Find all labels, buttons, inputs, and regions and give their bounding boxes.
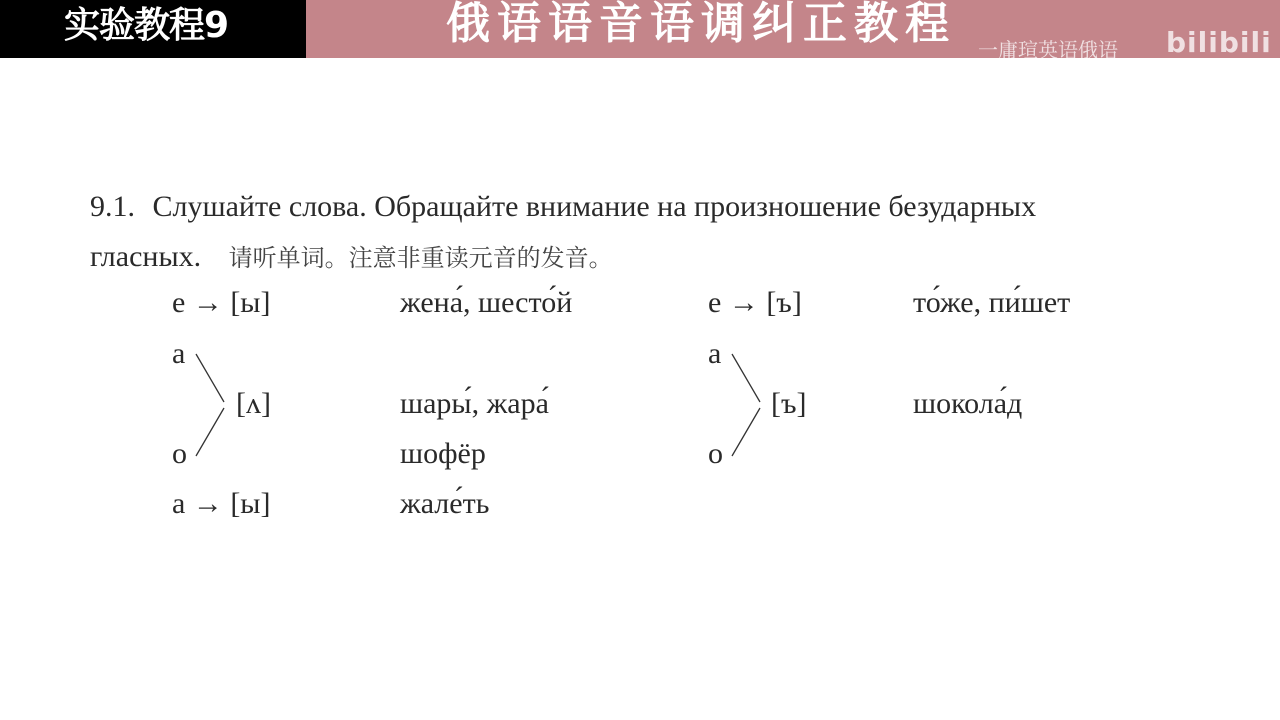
left-rule2-label: а → [ы] xyxy=(172,487,271,520)
left-rule1-label: е → [ы] xyxy=(172,286,271,319)
left-group-words-2: шофёр xyxy=(400,437,486,470)
left-rule1-words: жена́, шесто́й xyxy=(400,286,573,319)
right-rule1-label: е → [ъ] xyxy=(708,286,802,319)
instruction-line-1 xyxy=(90,182,1185,232)
right-group-sound: [ъ] xyxy=(771,387,807,420)
right-rule1-words: то́же, пи́шет xyxy=(913,286,1071,319)
course-title: 俄语语音语调纠正教程 xyxy=(446,0,956,49)
left-bottom-vowel: о xyxy=(172,437,187,470)
lesson-tag: 实验教程9 xyxy=(0,0,306,58)
bilibili-logo: bilibili xyxy=(1166,26,1272,59)
instruction-line-2 xyxy=(90,232,1185,283)
right-bottom-vowel: о xyxy=(708,437,723,470)
right-bracket-lines xyxy=(730,348,764,458)
instruction-text-zh: 请听单词。注意非重读元音的发音。 xyxy=(228,244,613,272)
watermark-author: 一庸瑄英语俄语 xyxy=(978,38,1118,62)
slide-content xyxy=(0,58,1280,720)
exercise-instruction xyxy=(90,182,1185,283)
instruction-text-ru-2: гласных. xyxy=(90,240,202,273)
exercise-number: 9.1. xyxy=(90,190,135,223)
left-rule2-words: жале́ть xyxy=(400,487,490,520)
video-header xyxy=(0,0,1280,62)
right-top-vowel: а xyxy=(708,337,722,370)
right-group-words-1: шокола́д xyxy=(913,387,1023,420)
title-bar xyxy=(306,0,1280,62)
left-group-sound: [ʌ] xyxy=(236,387,271,420)
instruction-text-ru: Слушайте слова. Обращайте внимание на произношение безударных xyxy=(152,190,1037,223)
left-bracket-lines xyxy=(194,348,228,458)
left-group-words-1: шары́, жара́ xyxy=(400,387,549,420)
left-top-vowel: а xyxy=(172,337,186,370)
